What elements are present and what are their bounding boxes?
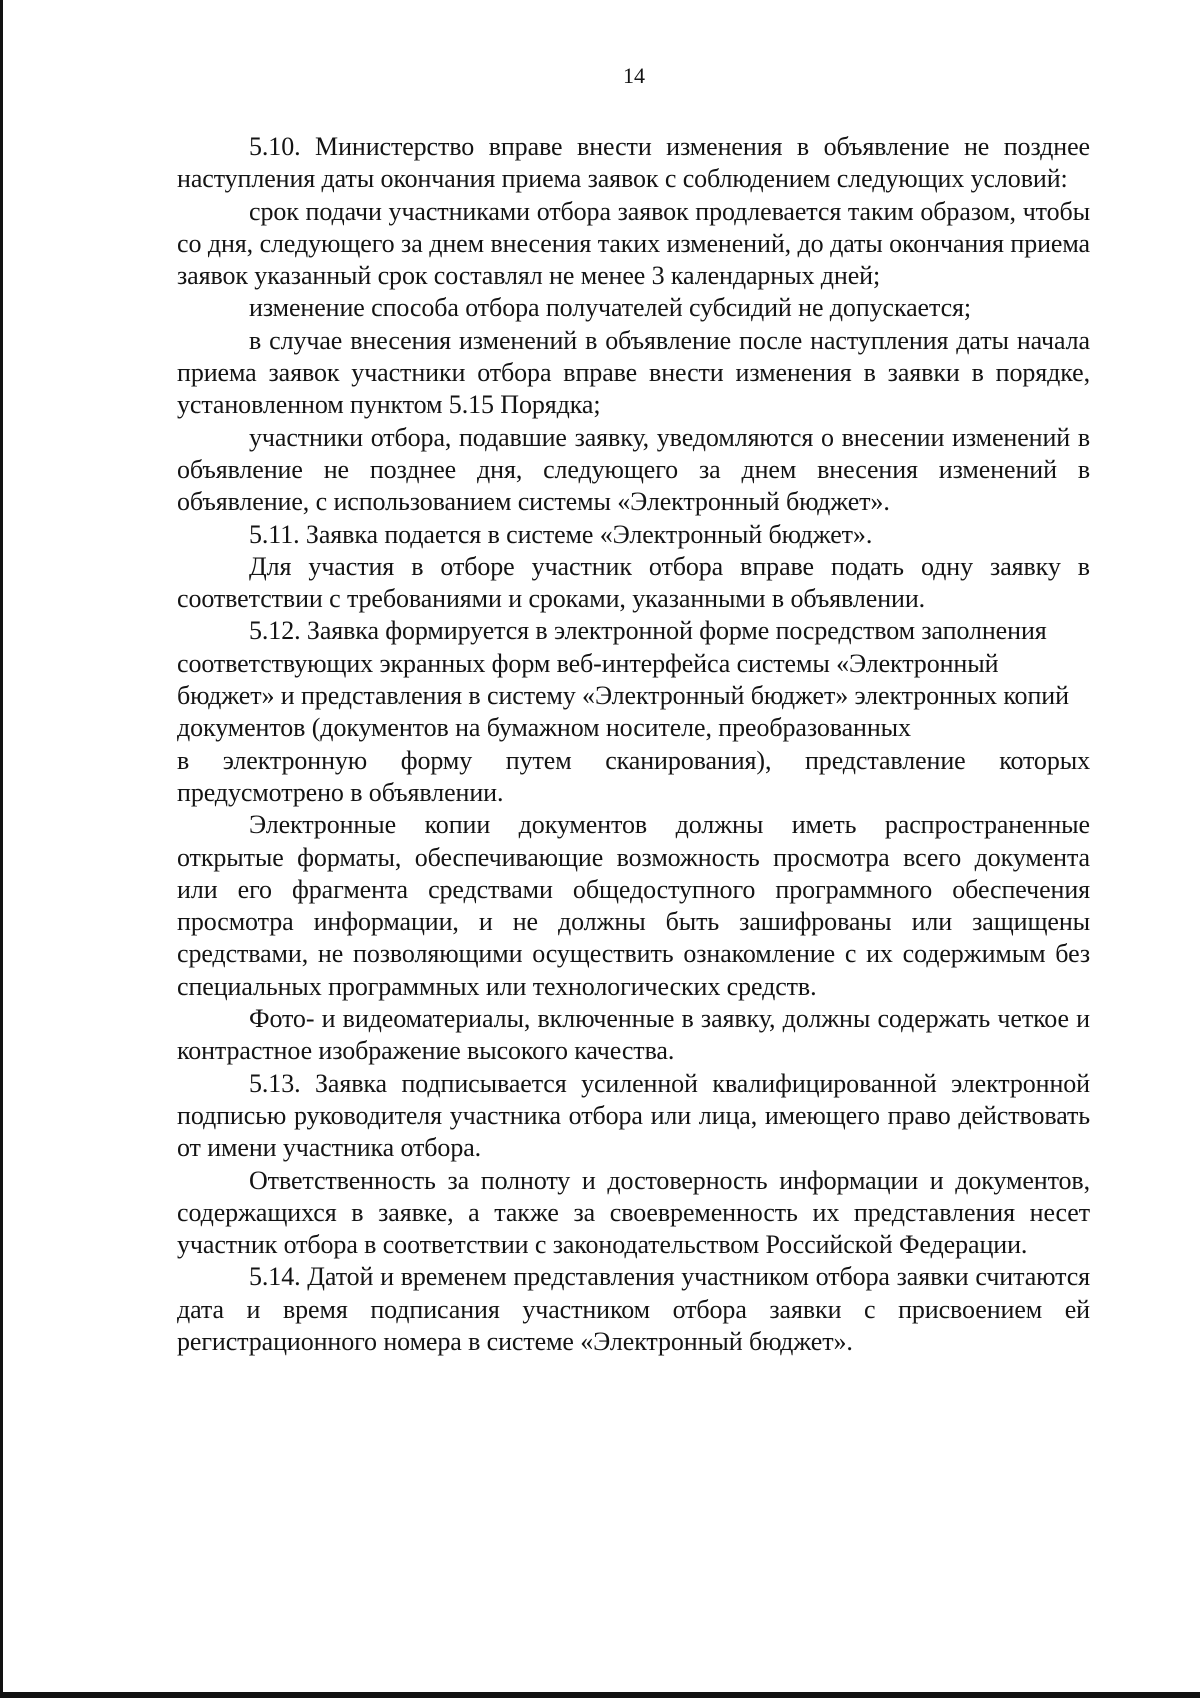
paragraph-single-application: Для участия в отборе участник отбора вправе подать одну заявку в соответствии с требованиями и сроками, указанными в объявлении. bbox=[177, 551, 1090, 614]
paragraph-deadline-extension: срок подачи участниками отбора заявок продлевается таким образом, чтобы со дня, следующего за днем внесения таких изменений, до даты окончания приема заявок указанный срок составлял не менее 3 календарных дней; bbox=[177, 196, 1090, 291]
paragraph-responsibility: Ответственность за полноту и достоверность информации и документов, содержащихся в заявке, а также за своевременность их представления несет участник отбора в соответствии с законодательством Российской Федерации. bbox=[177, 1165, 1090, 1260]
document-body bbox=[177, 131, 1090, 1358]
paragraph-5-12-continued: в электронную форму путем сканирования), представление которых предусмотрено в объявлении. bbox=[177, 745, 1090, 807]
paragraph-5-13: 5.13. Заявка подписывается усиленной квалифицированной электронной подписью руководителя участника отбора или лица, имеющего право действовать от имени участника отбора. bbox=[177, 1068, 1090, 1163]
paragraph-participant-notification: участники отбора, подавшие заявку, уведомляются о внесении изменений в объявление не позднее дня, следующего за днем внесения изменений в объявление, с использованием системы «Электронный бюджет». bbox=[177, 422, 1090, 517]
paragraph-5-10: 5.10. Министерство вправе внести изменения в объявление не позднее наступления даты окончания приема заявок с соблюдением следующих условий: bbox=[177, 132, 1090, 194]
paragraph-5-14: 5.14. Датой и временем представления участником отбора заявки считаются дата и время подписания участником отбора заявки с присвоением ей регистрационного номера в системе «Электронный бюджет». bbox=[177, 1262, 1090, 1356]
paragraph-changes-after-start: в случае внесения изменений в объявление после наступления даты начала приема заявок участники отбора вправе внести изменения в заявки в порядке, установленном пунктом 5.15 Порядка; bbox=[177, 325, 1090, 420]
paragraph-5-11: 5.11. Заявка подается в системе «Электронный бюджет». bbox=[249, 519, 873, 549]
scan-edge-left bbox=[0, 0, 3, 1698]
paragraph-electronic-copies: Электронные копии документов должны иметь распространенные открытые форматы, обеспечивающие возможность просмотра всего документа или его фрагмента средствами общедоступного программного обеспечения просмотра информации, и не должны быть зашифрованы или защищены средствами, не позволяющими осуществить ознакомление с их содержимым без специальных программных или технологических средств. bbox=[177, 810, 1090, 1001]
paragraph-selection-method: изменение способа отбора получателей субсидий не допускается; bbox=[249, 293, 972, 323]
page-number: 14 bbox=[623, 63, 645, 88]
paragraph-5-12: 5.12. Заявка формируется в электронной форме посредством заполнения соответствующих экранных форм веб-интерфейса системы «Электронный бюджет» и представления в систему «Электронный бюджет» электронных копий документов (документов на бумажном носителе, преобразованных bbox=[177, 616, 1069, 743]
scan-edge-bottom bbox=[0, 1692, 1200, 1698]
paragraph-photo-video: Фото- и видеоматериалы, включенные в заявку, должны содержать четкое и контрастное изображение высокого качества. bbox=[177, 1004, 1090, 1066]
